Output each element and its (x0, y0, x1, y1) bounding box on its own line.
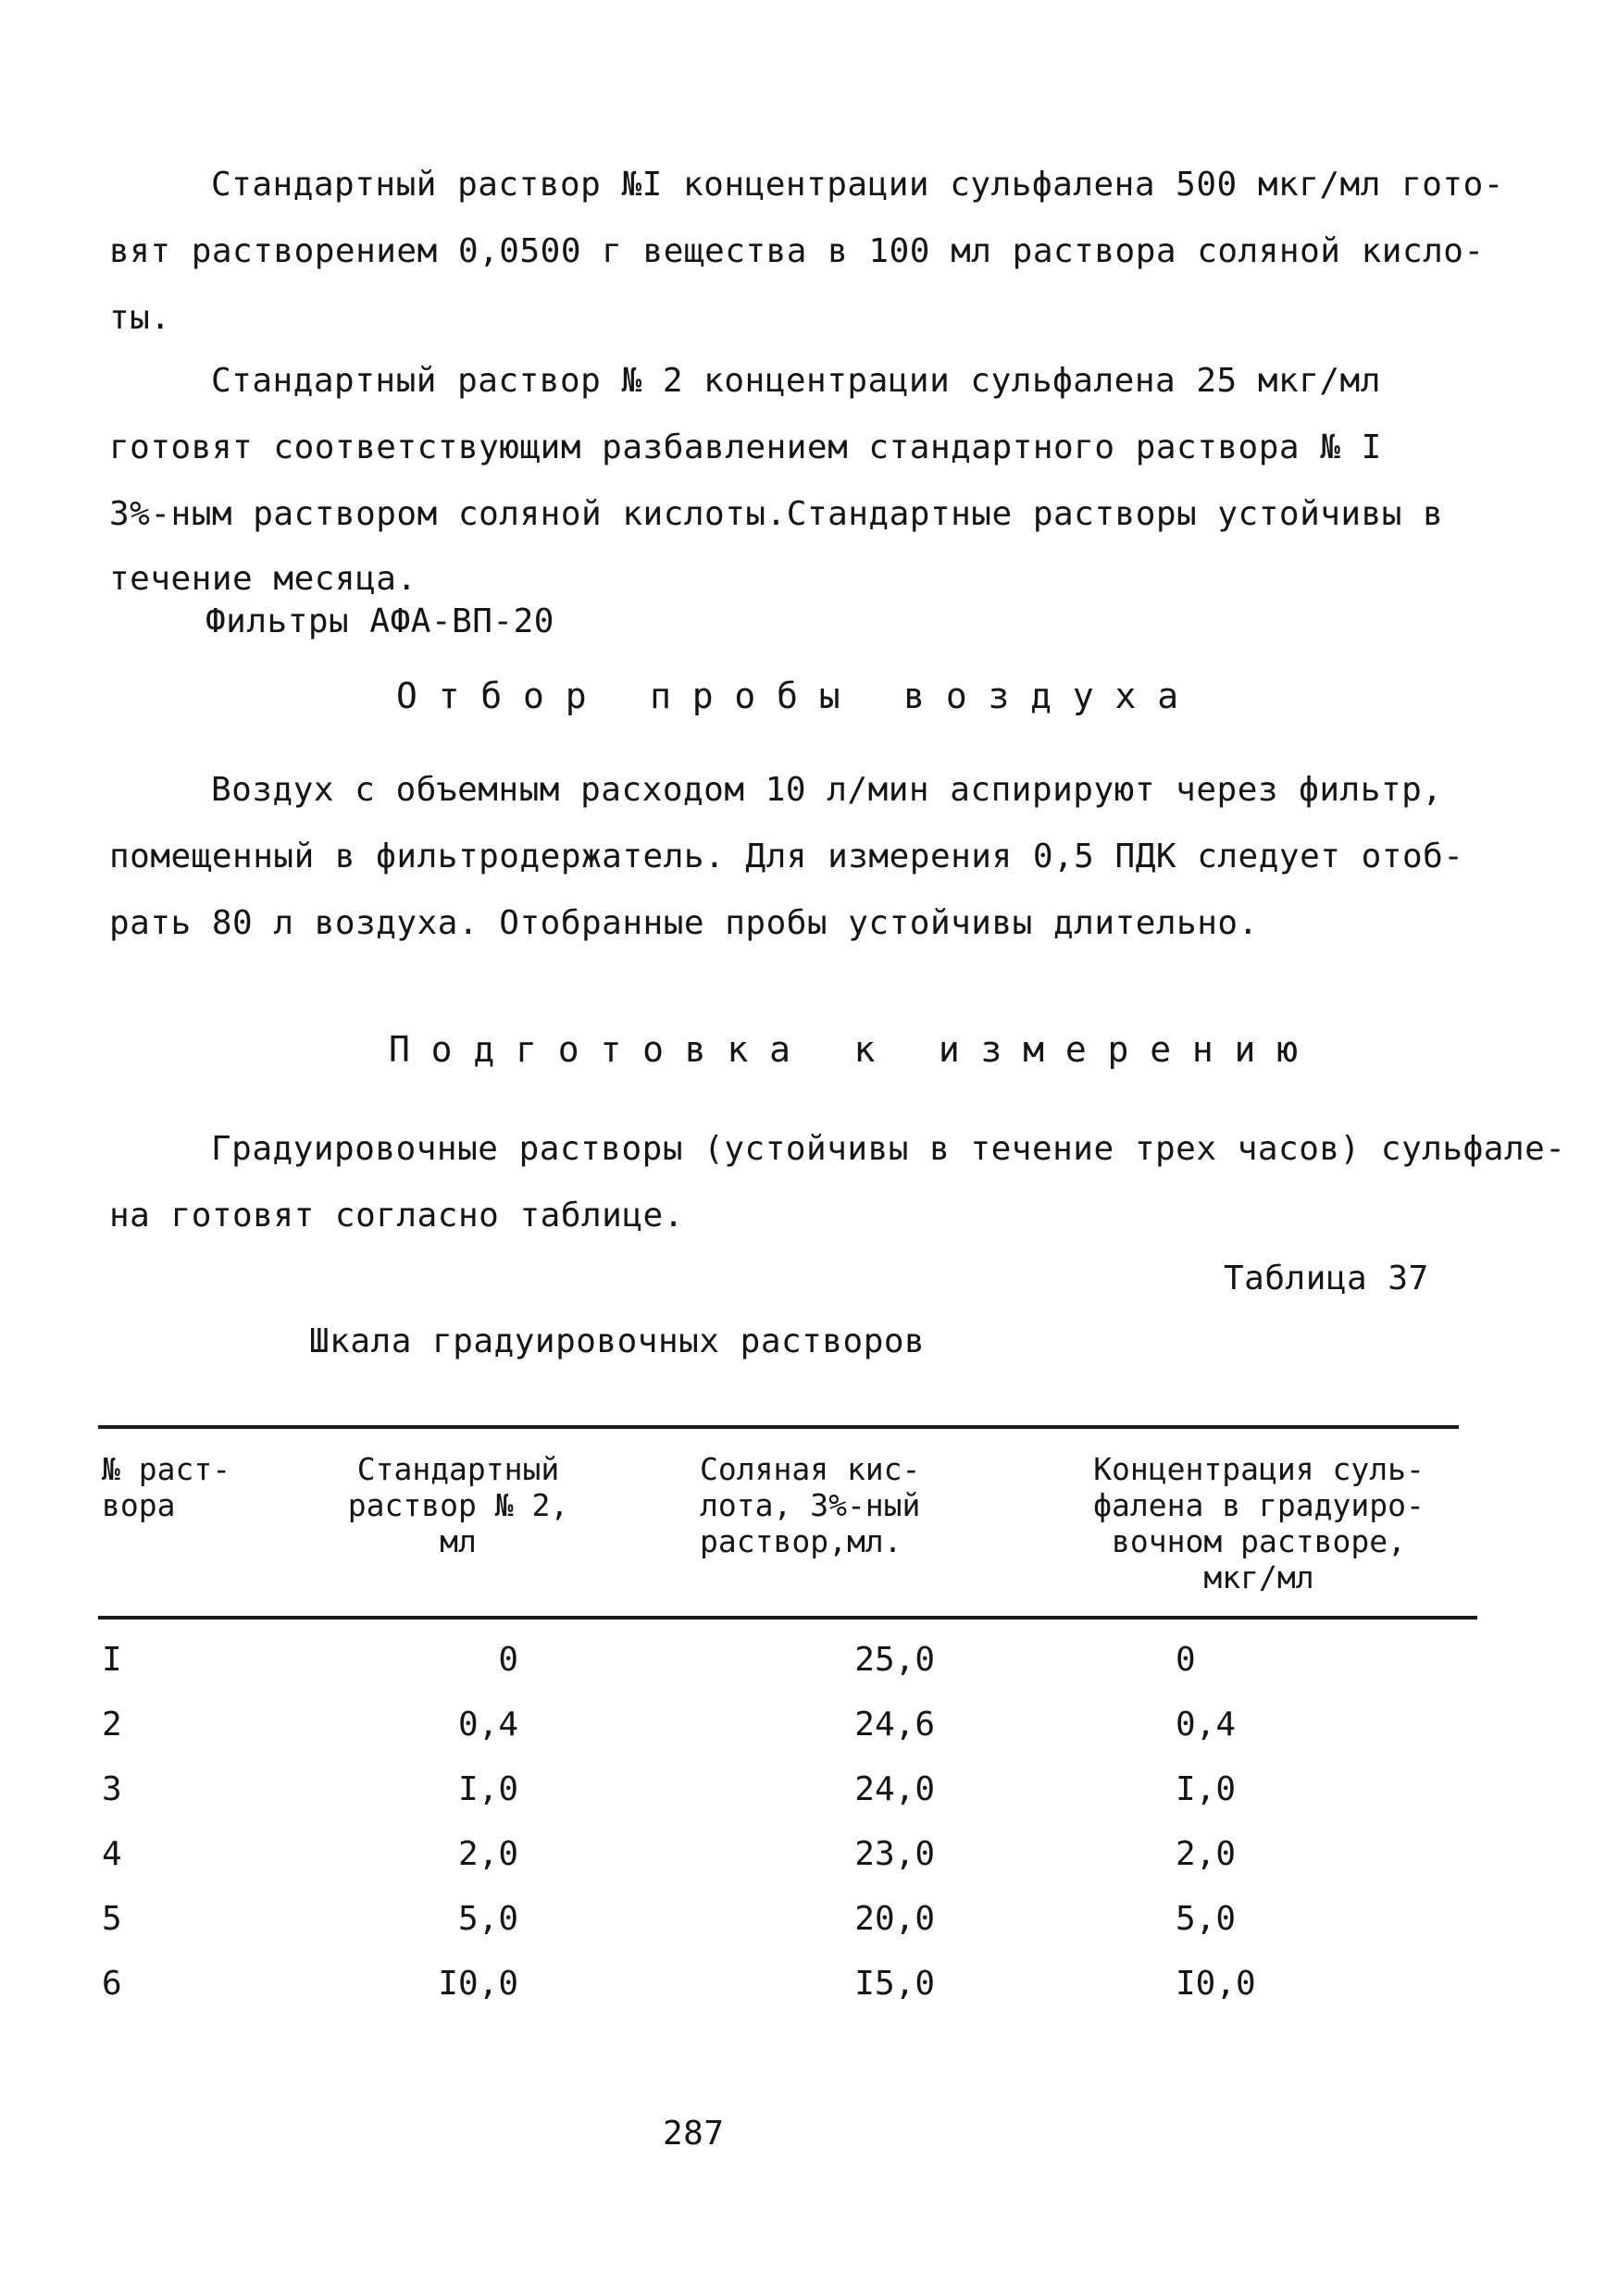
concentration-cell: 0,4 (1176, 1706, 1237, 1744)
section-heading-sampling: Отбор пробы воздуха (396, 676, 1200, 716)
paragraph-4-line-1: Градуировочные растворы (устойчивы в течение трех часов) сульфале- (211, 1130, 1566, 1168)
table-number-label: Таблица 37 (1224, 1260, 1429, 1297)
standard-solution-cell: I0,0 (438, 1965, 518, 2003)
filters-line: Фильтры АФА-ВП-20 (205, 602, 554, 640)
standard-solution-cell: I,0 (457, 1770, 518, 1808)
paragraph-1-line-1: Стандартный раствор №I концентрации сульфалена 500 мкг/мл гото- (211, 166, 1504, 204)
paragraph-4-line-2: на готовят согласно таблице. (109, 1197, 684, 1235)
standard-solution-cell: 5,0 (457, 1900, 518, 1938)
row-number-cell: 3 (102, 1770, 122, 1808)
acid-solution-cell: 20,0 (854, 1900, 935, 1938)
table-header-number: № раст- вора (102, 1451, 231, 1523)
standard-solution-cell: 0 (498, 1641, 518, 1679)
row-number-cell: I (102, 1641, 122, 1679)
table-header-rule (98, 1616, 1477, 1620)
table-top-rule (98, 1425, 1459, 1429)
concentration-cell: I0,0 (1176, 1965, 1256, 2003)
acid-solution-cell: I5,0 (854, 1965, 935, 2003)
paragraph-3-line-2: помещенный в фильтродержатель. Для измерения 0,5 ПДК следует отоб- (109, 838, 1464, 875)
table-title: Шкала градуировочных растворов (309, 1322, 926, 1360)
table-header-concentration: Концентрация суль- фалена в градуиро- вочном растворе, мкг/мл (1093, 1451, 1425, 1595)
standard-solution-cell: 0,4 (457, 1706, 518, 1744)
acid-solution-cell: 25,0 (854, 1641, 935, 1679)
table-header-acid: Соляная кис- лота, 3%-ный раствор,мл. (700, 1451, 921, 1559)
row-number-cell: 4 (102, 1835, 122, 1873)
concentration-cell: 2,0 (1176, 1835, 1237, 1873)
paragraph-3-line-3: рать 80 л воздуха. Отобранные пробы устойчивы длительно. (109, 904, 1259, 942)
concentration-cell: I,0 (1176, 1770, 1237, 1808)
concentration-cell: 5,0 (1176, 1900, 1237, 1938)
paragraph-1-line-3: ты. (109, 299, 171, 337)
paragraph-2-line-4: течение месяца. (109, 560, 417, 598)
row-number-cell: 6 (102, 1965, 122, 2003)
acid-solution-cell: 24,6 (854, 1706, 935, 1744)
acid-solution-cell: 24,0 (854, 1770, 935, 1808)
acid-solution-cell: 23,0 (854, 1835, 935, 1873)
table-header-standard: Стандартный раствор № 2, мл (347, 1451, 569, 1559)
paragraph-1-line-2: вят растворением 0,0500 г вещества в 100 мл раствора соляной кисло- (109, 232, 1485, 270)
paragraph-2-line-1: Стандартный раствор № 2 концентрации сульфалена 25 мкг/мл (211, 362, 1381, 400)
section-heading-preparation: Подготовка к измерению (389, 1029, 1319, 1070)
paragraph-3-line-1: Воздух с объемным расходом 10 л/мин аспирируют через фильтр, (211, 771, 1443, 809)
standard-solution-cell: 2,0 (457, 1835, 518, 1873)
page-number: 287 (663, 2115, 725, 2153)
paragraph-2-line-2: готовят соответствующим разбавлением стандартного раствора № I (109, 428, 1382, 466)
row-number-cell: 2 (102, 1706, 122, 1744)
paragraph-2-line-3: 3%-ным раствором соляной кислоты.Стандартные растворы устойчивы в (109, 495, 1444, 533)
concentration-cell: 0 (1176, 1641, 1196, 1679)
row-number-cell: 5 (102, 1900, 122, 1938)
